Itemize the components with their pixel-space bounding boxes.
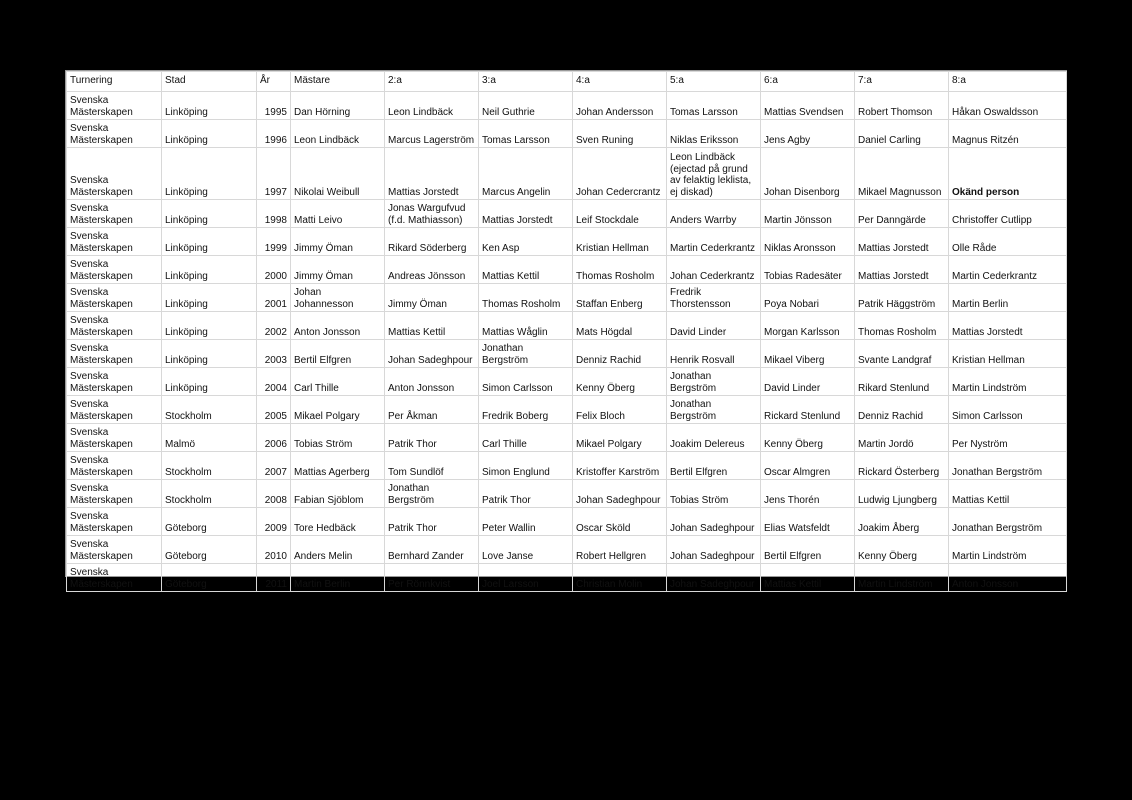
cell-mastare: Nikolai Weibull [291, 148, 385, 200]
cell-6a: Elias Watsfeldt [761, 508, 855, 536]
cell-4a: Sven Runing [573, 120, 667, 148]
cell-5a: Tobias Ström [667, 480, 761, 508]
cell-2a: Johan Sadeghpour [385, 340, 479, 368]
cell-mastare: Martin Berlin [291, 564, 385, 592]
cell-mastare: Leon Lindbäck [291, 120, 385, 148]
header-7a: 7:a [855, 72, 949, 92]
cell-ar: 2006 [257, 424, 291, 452]
cell-8a: Simon Carlsson [949, 396, 1067, 424]
cell-5a: Johan Sadeghpour [667, 536, 761, 564]
header-6a: 6:a [761, 72, 855, 92]
cell-stad: Linköping [162, 148, 257, 200]
cell-turnering: Svenska Mästerskapen [67, 508, 162, 536]
cell-ar: 2010 [257, 536, 291, 564]
cell-turnering: Svenska Mästerskapen [67, 340, 162, 368]
cell-stad: Linköping [162, 284, 257, 312]
cell-ar: 2011 [257, 564, 291, 592]
cell-4a: Staffan Enberg [573, 284, 667, 312]
cell-stad: Linköping [162, 120, 257, 148]
cell-mastare: Tobias Ström [291, 424, 385, 452]
header-ar: År [257, 72, 291, 92]
cell-5a: Niklas Eriksson [667, 120, 761, 148]
cell-5a: Henrik Rosvall [667, 340, 761, 368]
cell-8a: Christoffer Cutlipp [949, 200, 1067, 228]
cell-3a: Neil Guthrie [479, 92, 573, 120]
cell-7a: Patrik Häggström [855, 284, 949, 312]
cell-6a: Poya Nobari [761, 284, 855, 312]
cell-5a: Anders Warrby [667, 200, 761, 228]
table-row [67, 396, 1067, 424]
cell-6a: Johan Disenborg [761, 148, 855, 200]
header-3a: 3:a [479, 72, 573, 92]
header-mastare: Mästare [291, 72, 385, 92]
cell-8a: Jonathan Bergström [949, 508, 1067, 536]
cell-5a: Jonathan Bergström [667, 368, 761, 396]
cell-ar: 1996 [257, 120, 291, 148]
header-5a: 5:a [667, 72, 761, 92]
cell-turnering: Svenska Mästerskapen [67, 312, 162, 340]
cell-6a: Kenny Öberg [761, 424, 855, 452]
cell-mastare: Fabian Sjöblom [291, 480, 385, 508]
cell-3a: Mattias Jorstedt [479, 200, 573, 228]
table-row [67, 564, 1067, 592]
cell-4a: Oscar Sköld [573, 508, 667, 536]
cell-7a: Robert Thomson [855, 92, 949, 120]
cell-2a: Bernhard Zander [385, 536, 479, 564]
cell-turnering: Svenska Mästerskapen [67, 480, 162, 508]
cell-2a: Patrik Thor [385, 424, 479, 452]
cell-8a: Mattias Jorstedt [949, 312, 1067, 340]
cell-7a: Rikard Stenlund [855, 368, 949, 396]
cell-mastare: Dan Hörning [291, 92, 385, 120]
cell-turnering: Svenska Mästerskapen [67, 228, 162, 256]
cell-5a: David Linder [667, 312, 761, 340]
table-row [67, 92, 1067, 120]
table-row [67, 148, 1067, 200]
cell-8a: Olle Råde [949, 228, 1067, 256]
cell-7a: Ludwig Ljungberg [855, 480, 949, 508]
cell-mastare: Anders Melin [291, 536, 385, 564]
cell-8a: Anton Jonsson [949, 564, 1067, 592]
cell-7a: Denniz Rachid [855, 396, 949, 424]
cell-6a: Oscar Almgren [761, 452, 855, 480]
cell-stad: Linköping [162, 92, 257, 120]
cell-7a: Mikael Magnusson [855, 148, 949, 200]
cell-5a: Jonathan Bergström [667, 396, 761, 424]
table-row [67, 508, 1067, 536]
header-2a: 2:a [385, 72, 479, 92]
header-4a: 4:a [573, 72, 667, 92]
cell-turnering: Svenska Mästerskapen [67, 200, 162, 228]
cell-ar: 1999 [257, 228, 291, 256]
cell-6a: Mikael Viberg [761, 340, 855, 368]
cell-6a: Jens Agby [761, 120, 855, 148]
cell-6a: Tobias Radesäter [761, 256, 855, 284]
cell-4a: Felix Bloch [573, 396, 667, 424]
cell-turnering: Svenska Mästerskapen [67, 452, 162, 480]
cell-ar: 2001 [257, 284, 291, 312]
cell-3a: Tomas Larsson [479, 120, 573, 148]
cell-mastare: Carl Thille [291, 368, 385, 396]
cell-7a: Daniel Carling [855, 120, 949, 148]
cell-5a: Joakim Delereus [667, 424, 761, 452]
cell-stad: Göteborg [162, 508, 257, 536]
cell-8a: Martin Cederkrantz [949, 256, 1067, 284]
cell-6a: Mattias Kettil [761, 564, 855, 592]
cell-6a: David Linder [761, 368, 855, 396]
cell-6a: Bertil Elfgren [761, 536, 855, 564]
cell-4a: Thomas Rosholm [573, 256, 667, 284]
cell-ar: 2008 [257, 480, 291, 508]
cell-turnering: Svenska Mästerskapen [67, 284, 162, 312]
cell-2a: Jonas Wargufvud (f.d. Mathiasson) [385, 200, 479, 228]
cell-7a: Svante Landgraf [855, 340, 949, 368]
cell-turnering: Svenska Mästerskapen [67, 148, 162, 200]
cell-4a: Mikael Polgary [573, 424, 667, 452]
table-row [67, 368, 1067, 396]
cell-3a: Peter Wallin [479, 508, 573, 536]
cell-3a: Simon Englund [479, 452, 573, 480]
cell-4a: Johan Andersson [573, 92, 667, 120]
table-row [67, 256, 1067, 284]
cell-8a: Per Nyström [949, 424, 1067, 452]
header-turnering: Turnering [67, 72, 162, 92]
table-row [67, 228, 1067, 256]
cell-stad: Linköping [162, 200, 257, 228]
cell-stad: Linköping [162, 368, 257, 396]
cell-5a: Tomas Larsson [667, 92, 761, 120]
cell-7a: Martin Jordö [855, 424, 949, 452]
cell-7a: Martin Lindström [855, 564, 949, 592]
cell-4a: Christian Molin [573, 564, 667, 592]
document-page [65, 70, 1067, 590]
cell-2a: Rikard Söderberg [385, 228, 479, 256]
cell-turnering: Svenska Mästerskapen [67, 424, 162, 452]
cell-4a: Kenny Öberg [573, 368, 667, 396]
cell-mastare: Tore Hedbäck [291, 508, 385, 536]
cell-6a: Niklas Aronsson [761, 228, 855, 256]
cell-2a: Jonathan Bergström [385, 480, 479, 508]
cell-3a: Marcus Angelin [479, 148, 573, 200]
table-row [67, 536, 1067, 564]
cell-7a: Joakim Åberg [855, 508, 949, 536]
cell-ar: 1998 [257, 200, 291, 228]
cell-8a: Magnus Ritzén [949, 120, 1067, 148]
cell-7a: Mattias Jorstedt [855, 256, 949, 284]
cell-8a: Jonathan Bergström [949, 452, 1067, 480]
cell-stad: Malmö [162, 424, 257, 452]
cell-ar: 2002 [257, 312, 291, 340]
cell-stad: Stockholm [162, 396, 257, 424]
cell-stad: Linköping [162, 340, 257, 368]
cell-ar: 1995 [257, 92, 291, 120]
table-row [67, 340, 1067, 368]
cell-5a: Johan Cederkrantz [667, 256, 761, 284]
cell-turnering: Svenska Mästerskapen [67, 564, 162, 592]
cell-6a: Morgan Karlsson [761, 312, 855, 340]
table-row [67, 312, 1067, 340]
cell-8a: Martin Lindström [949, 536, 1067, 564]
cell-7a: Kenny Öberg [855, 536, 949, 564]
cell-6a: Rickard Stenlund [761, 396, 855, 424]
cell-mastare: Jimmy Öman [291, 228, 385, 256]
cell-mastare: Bertil Elfgren [291, 340, 385, 368]
cell-2a: Jimmy Öman [385, 284, 479, 312]
cell-8a: Okänd person [949, 148, 1067, 200]
cell-stad: Göteborg [162, 564, 257, 592]
cell-5a: Martin Cederkrantz [667, 228, 761, 256]
cell-mastare: Jimmy Öman [291, 256, 385, 284]
cell-4a: Mats Högdal [573, 312, 667, 340]
cell-4a: Kristoffer Karström [573, 452, 667, 480]
cell-4a: Johan Cedercrantz [573, 148, 667, 200]
results-table [66, 71, 1067, 592]
table-body [67, 92, 1067, 592]
cell-8a: Kristian Hellman [949, 340, 1067, 368]
header-row [67, 72, 1067, 92]
cell-2a: Tom Sundlöf [385, 452, 479, 480]
cell-3a: Patrik Thor [479, 480, 573, 508]
cell-mastare: Matti Leivo [291, 200, 385, 228]
cell-ar: 2003 [257, 340, 291, 368]
cell-stad: Linköping [162, 312, 257, 340]
table-row [67, 120, 1067, 148]
cell-stad: Stockholm [162, 452, 257, 480]
cell-5a: Johan Sadeghpour [667, 508, 761, 536]
cell-stad: Göteborg [162, 536, 257, 564]
cell-2a: Patrik Thor [385, 508, 479, 536]
cell-turnering: Svenska Mästerskapen [67, 368, 162, 396]
cell-2a: Mattias Kettil [385, 312, 479, 340]
cell-5a: Fredrik Thorstensson [667, 284, 761, 312]
cell-ar: 2005 [257, 396, 291, 424]
cell-ar: 2007 [257, 452, 291, 480]
cell-7a: Mattias Jorstedt [855, 228, 949, 256]
cell-8a: Håkan Oswaldsson [949, 92, 1067, 120]
header-8a: 8:a [949, 72, 1067, 92]
cell-turnering: Svenska Mästerskapen [67, 92, 162, 120]
cell-2a: Anton Jonsson [385, 368, 479, 396]
table-row [67, 424, 1067, 452]
cell-3a: Jonathan Bergström [479, 340, 573, 368]
cell-7a: Rickard Österberg [855, 452, 949, 480]
cell-3a: Fredrik Boberg [479, 396, 573, 424]
cell-8a: Martin Berlin [949, 284, 1067, 312]
cell-ar: 2009 [257, 508, 291, 536]
cell-2a: Andreas Jönsson [385, 256, 479, 284]
cell-ar: 2004 [257, 368, 291, 396]
cell-mastare: Mikael Polgary [291, 396, 385, 424]
cell-2a: Marcus Lagerström [385, 120, 479, 148]
cell-stad: Linköping [162, 228, 257, 256]
cell-ar: 2000 [257, 256, 291, 284]
cell-8a: Mattias Kettil [949, 480, 1067, 508]
cell-6a: Martin Jönsson [761, 200, 855, 228]
table-row [67, 284, 1067, 312]
cell-ar: 1997 [257, 148, 291, 200]
cell-2a: Per Rönnkvist [385, 564, 479, 592]
cell-7a: Per Danngärde [855, 200, 949, 228]
header-stad: Stad [162, 72, 257, 92]
cell-3a: Simon Carlsson [479, 368, 573, 396]
cell-turnering: Svenska Mästerskapen [67, 120, 162, 148]
cell-4a: Denniz Rachid [573, 340, 667, 368]
cell-stad: Linköping [162, 256, 257, 284]
cell-mastare: Mattias Agerberg [291, 452, 385, 480]
cell-3a: Thomas Rosholm [479, 284, 573, 312]
cell-3a: Ken Asp [479, 228, 573, 256]
cell-4a: Leif Stockdale [573, 200, 667, 228]
cell-3a: Love Janse [479, 536, 573, 564]
table-row [67, 452, 1067, 480]
table-row [67, 200, 1067, 228]
cell-2a: Mattias Jorstedt [385, 148, 479, 200]
cell-mastare: Johan Johannesson [291, 284, 385, 312]
cell-7a: Thomas Rosholm [855, 312, 949, 340]
cell-5a: Johan Sadeghpour [667, 564, 761, 592]
cell-4a: Kristian Hellman [573, 228, 667, 256]
cell-3a: Mattias Wåglin [479, 312, 573, 340]
cell-5a: Bertil Elfgren [667, 452, 761, 480]
cell-2a: Per Åkman [385, 396, 479, 424]
cell-3a: Mattias Kettil [479, 256, 573, 284]
table-row [67, 480, 1067, 508]
cell-4a: Johan Sadeghpour [573, 480, 667, 508]
cell-3a: Joel Larsson [479, 564, 573, 592]
cell-5a: Leon Lindbäck (ejectad på grund av felaktig leklista, ej diskad) [667, 148, 761, 200]
cell-turnering: Svenska Mästerskapen [67, 256, 162, 284]
cell-2a: Leon Lindbäck [385, 92, 479, 120]
cell-turnering: Svenska Mästerskapen [67, 396, 162, 424]
cell-3a: Carl Thille [479, 424, 573, 452]
cell-turnering: Svenska Mästerskapen [67, 536, 162, 564]
cell-6a: Mattias Svendsen [761, 92, 855, 120]
cell-8a: Martin Lindström [949, 368, 1067, 396]
cell-stad: Stockholm [162, 480, 257, 508]
cell-mastare: Anton Jonsson [291, 312, 385, 340]
cell-4a: Robert Hellgren [573, 536, 667, 564]
cell-6a: Jens Thorén [761, 480, 855, 508]
